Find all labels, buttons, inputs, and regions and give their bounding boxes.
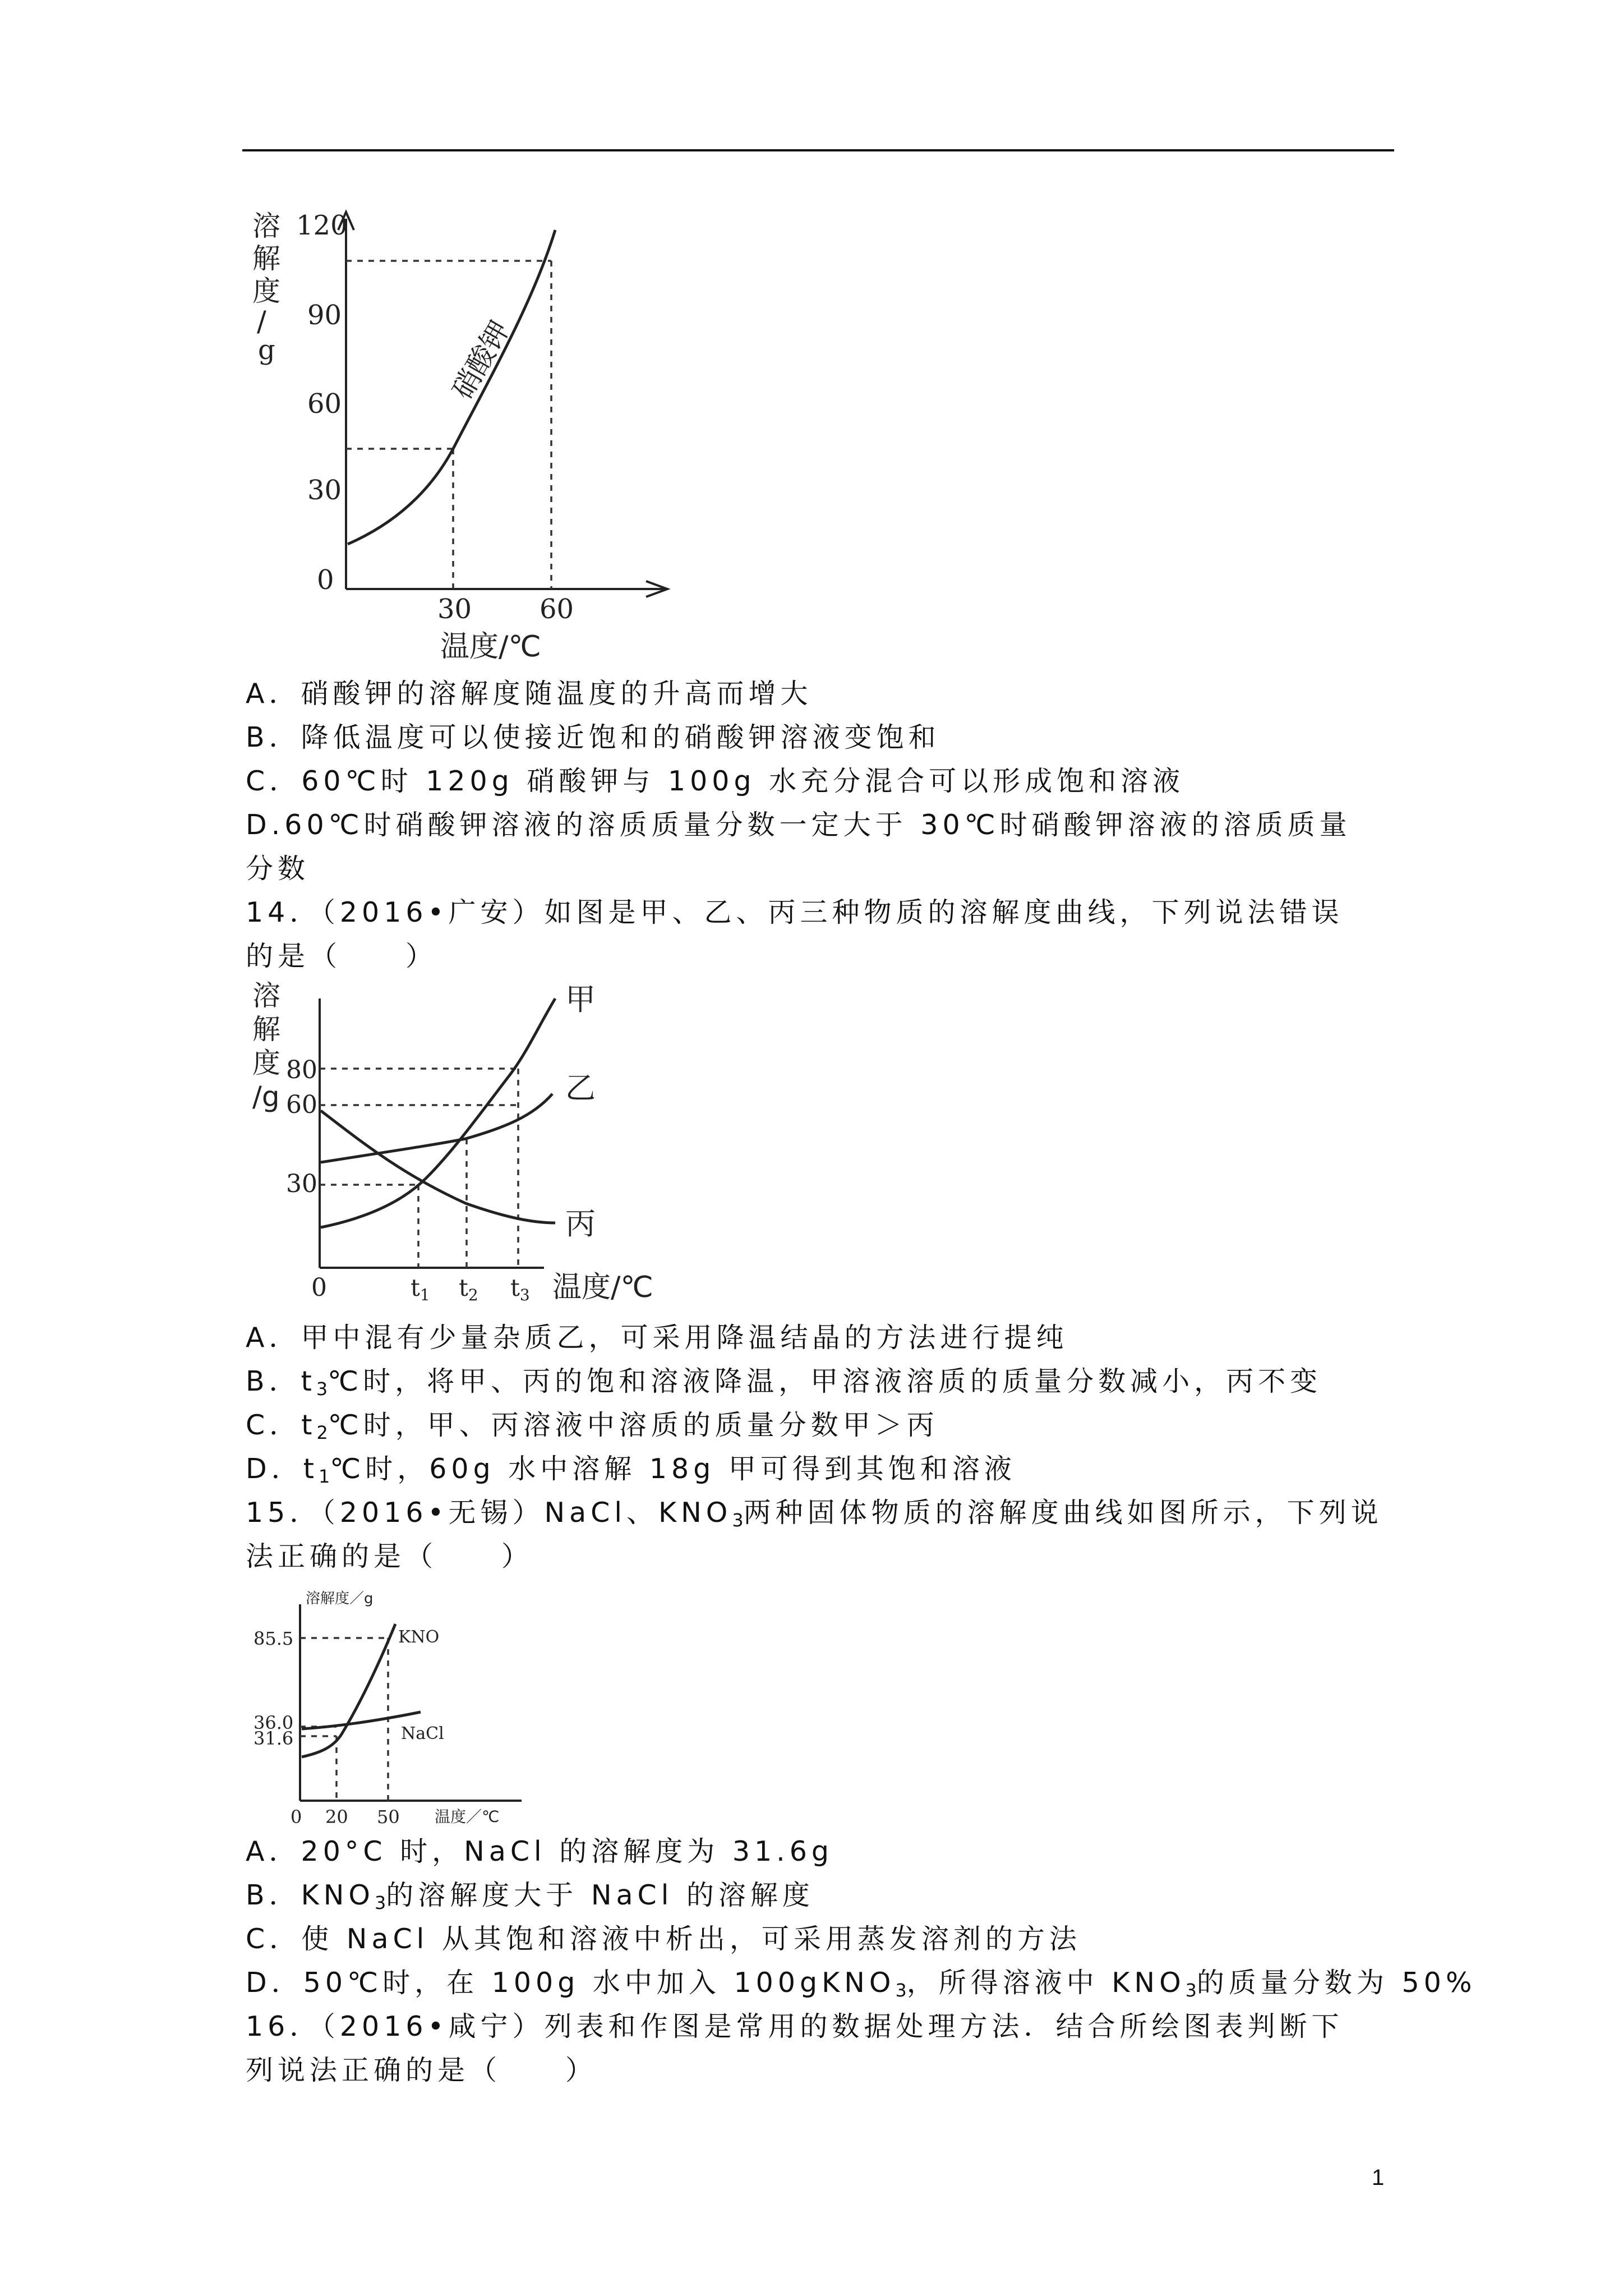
q15-stem-line1: 15．（2016•无锡）NaCl、$KNO_3$两种固体物质的溶解度曲线如图所示，下列说: [246, 1497, 1383, 1531]
series-label-kno3: KNO: [398, 1627, 440, 1647]
y-label-char: 度: [252, 275, 280, 307]
x-tick-label: t3: [510, 1274, 530, 1304]
y-label-char: 度: [252, 1047, 280, 1079]
y-label-char: 溶: [252, 979, 280, 1012]
q15-option-d: D．50℃时，在 100g 水中加入 100gKNO$_3$，所得溶液中 $KNO_3$的质量分数为 50%: [246, 1967, 1477, 2001]
chart-1: [241, 202, 707, 662]
curve-jia: [321, 999, 555, 1227]
y-tick-label: 90: [307, 300, 342, 331]
x-axis-label: 温度/℃: [440, 630, 541, 662]
q15-stem-line2: 法正确的是（ ）: [246, 1540, 534, 1572]
y-tick-label: 120: [296, 210, 348, 241]
q13-option-a: A．硝酸钾的溶解度随温度的升高而增大: [246, 678, 813, 710]
figure-nacl-kno3: [241, 1582, 555, 1829]
x-tick-label: 20: [325, 1806, 348, 1828]
y-tick-label: 80: [286, 1056, 317, 1084]
chart-2: [241, 976, 679, 1313]
x-axis-label: 温度/℃: [552, 1271, 653, 1304]
q14-stem-line2: 的是（ ）: [246, 940, 438, 972]
y-axis-label: 溶解度／g: [306, 1590, 374, 1607]
q14-option-b: B．$t_3℃$时，将甲、丙的饱和溶液降温，甲溶液溶质的质量分数减小，丙不变: [246, 1365, 1322, 1400]
q13-option-d: D.60℃时硝酸钾溶液的溶质质量分数一定大于 30℃时硝酸钾溶液的溶质质量: [246, 809, 1352, 841]
q13-option-c: C．60℃时 120g 硝酸钾与 100g 水充分混合可以形成饱和溶液: [246, 765, 1185, 797]
y-label-char: 溶: [252, 210, 280, 242]
x-tick-label: 50: [377, 1806, 400, 1828]
q16-stem-line2: 列说法正确的是（ ）: [246, 2054, 598, 2086]
q15-option-a: A．20°C 时，NaCl 的溶解度为 31.6g: [246, 1835, 834, 1867]
figure-three-substances: [241, 976, 679, 1313]
y-label-char: 解: [252, 1013, 280, 1046]
q16-stem-line1: 16．（2016•咸宁）列表和作图是常用的数据处理方法．结合所绘图表判断下: [246, 2010, 1344, 2042]
y-tick-label: 85.5: [253, 1628, 294, 1649]
chart-3: [241, 1582, 555, 1829]
q14-option-d: D．$t_1℃$时，60g 水中溶解 18g 甲可得到其饱和溶液: [246, 1453, 1016, 1487]
q14-option-a: A．甲中混有少量杂质乙，可采用降温结晶的方法进行提纯: [246, 1322, 1068, 1354]
y-label-char: 解: [252, 242, 280, 275]
page-number: 1: [1372, 2165, 1385, 2190]
y-label-char: /g: [252, 1080, 280, 1113]
figure-knO3-solubility: [241, 202, 707, 662]
curve-label: 硝酸钾: [446, 315, 517, 404]
series-label-nacl: NaCl: [401, 1724, 444, 1743]
y-tick-label: 0: [291, 1806, 302, 1828]
y-tick-label: 60: [286, 1091, 317, 1119]
q13-option-d-cont: 分数: [246, 853, 310, 885]
q15-option-b: B．$KNO_3$的溶解度大于 NaCl 的溶解度: [246, 1879, 814, 1913]
x-tick-label: 60: [540, 593, 574, 625]
q13-option-b: B．降低温度可以使接近饱和的硝酸钾溶液变饱和: [246, 721, 940, 753]
x-tick-label: 30: [437, 593, 472, 625]
series-label-bing: 丙: [565, 1206, 596, 1241]
q14-stem-line1: 14．（2016•广安）如图是甲、乙、丙三种物质的溶解度曲线，下列说法错误: [246, 896, 1344, 928]
y-tick-label: 31.6: [253, 1728, 294, 1749]
q14-option-c: C．$t_2℃$时，甲、丙溶液中溶质的质量分数甲＞丙: [246, 1409, 939, 1443]
y-tick-label: 60: [307, 388, 342, 420]
x-tick-label: t2: [459, 1274, 478, 1304]
y-tick-label: 0: [317, 564, 334, 596]
header-rule: [242, 149, 1394, 151]
series-label-yi: 乙: [565, 1070, 596, 1106]
y-tick-label: 36.0: [253, 1712, 294, 1733]
y-tick-label: 30: [307, 475, 342, 506]
q15-option-c: C．使 NaCl 从其饱和溶液中析出，可采用蒸发溶剂的方法: [246, 1923, 1081, 1955]
y-label-char: g: [258, 334, 275, 366]
x-axis-label: 温度／℃: [435, 1807, 500, 1826]
y-tick-label: 30: [286, 1170, 317, 1198]
y-tick-label: 0: [311, 1273, 327, 1302]
x-tick-label: t1: [411, 1274, 430, 1304]
y-label-char: /: [257, 305, 266, 338]
series-label-jia: 甲: [565, 982, 596, 1017]
